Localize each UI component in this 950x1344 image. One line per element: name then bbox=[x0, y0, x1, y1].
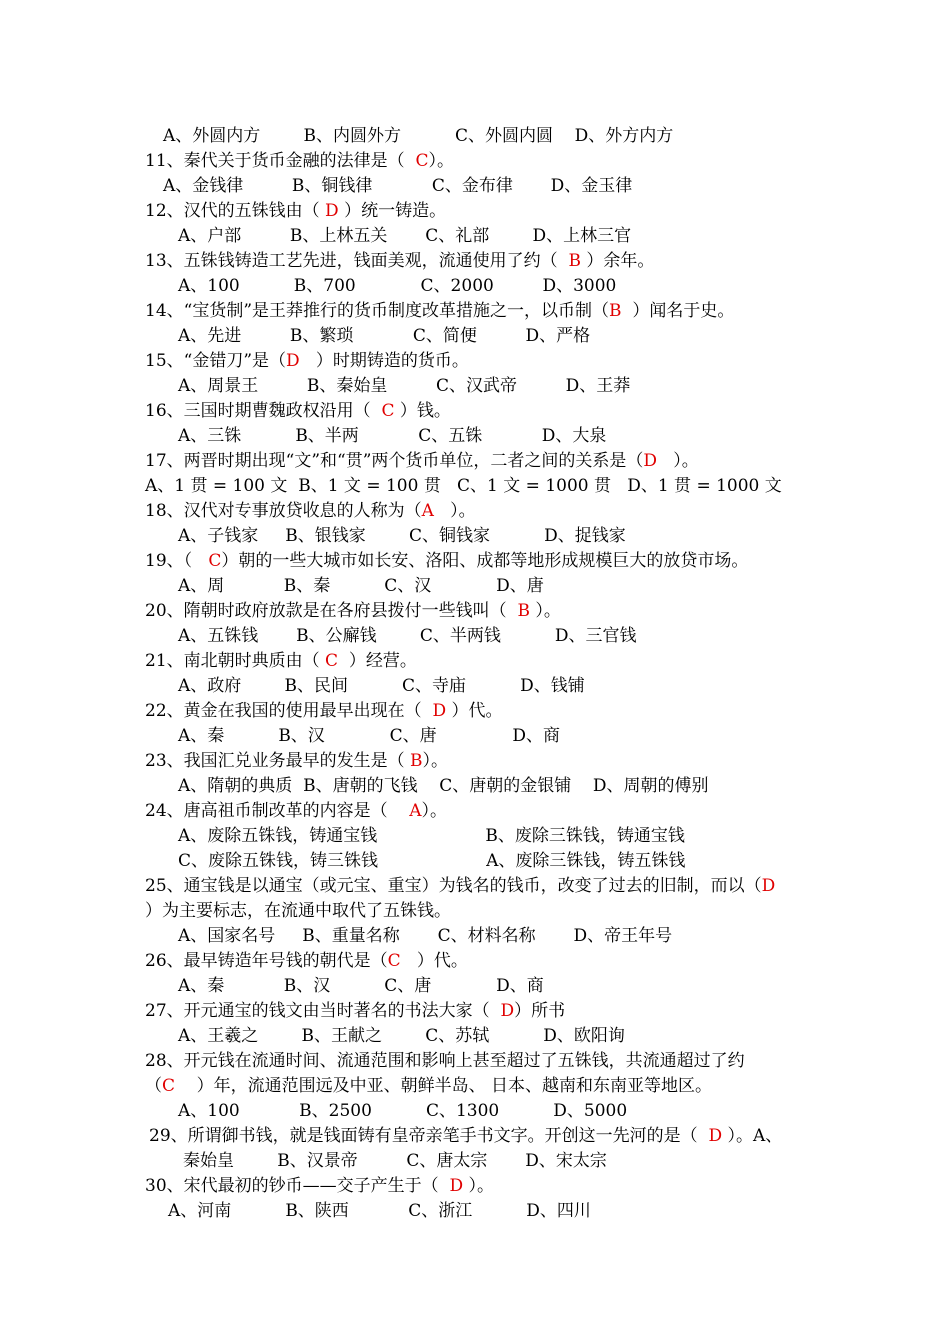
question-28-cont: （C ）年，流通范围远及中亚、朝鲜半岛、 日本、越南和东南亚等地区。 bbox=[145, 1076, 713, 1096]
question-23: 23、我国汇兑业务最早的发生是（ B）。 bbox=[145, 751, 449, 771]
question-27: 27、开元通宝的钱文由当时著名的书法大家（ D）所书 bbox=[145, 1001, 566, 1021]
question-16: 16、三国时期曹魏政权沿用（ C ）钱。 bbox=[145, 401, 451, 421]
options-line: A、1 贯 = 100 文 B、1 文 = 100 贯 C、1 文 = 1000 贯 D、1 贯 = 1000 文 bbox=[145, 476, 782, 496]
question-25-cont: ）为主要标志，在流通中取代了五铢钱。 bbox=[145, 901, 451, 921]
answer-mark: D bbox=[325, 201, 339, 221]
options-line: A、外圆内方 B、内圆外方 C、外圆内圆 D、外方内方 bbox=[163, 126, 674, 146]
options-line: C、废除五铢钱，铸三铢钱 A、废除三铢钱，铸五铢钱 bbox=[178, 851, 686, 871]
options-line: A、子钱家 B、银钱家 C、铜钱家 D、捉钱家 bbox=[178, 526, 626, 546]
answer-mark: D bbox=[500, 1001, 515, 1021]
answer-mark: C bbox=[162, 1076, 176, 1096]
answer-mark: C bbox=[415, 151, 429, 171]
question-28: 28、开元钱在流通时间、流通范围和影响上甚至超过了五铢钱，共流通超过了约 bbox=[145, 1051, 745, 1071]
question-30: 30、宋代最初的钞币——交子产生于（ D ）。 bbox=[145, 1176, 494, 1196]
options-line: A、三铢 B、半两 C、五铢 D、大泉 bbox=[178, 426, 607, 446]
options-line: A、秦 B、汉 C、唐 D、商 bbox=[178, 976, 544, 996]
answer-mark: B bbox=[410, 751, 423, 771]
options-line: A、100 B、700 C、2000 D、3000 bbox=[178, 276, 617, 296]
options-line: 秦始皇 B、汉景帝 C、唐太宗 D、宋太宗 bbox=[183, 1151, 607, 1171]
answer-mark: A bbox=[409, 801, 422, 821]
options-line: A、金钱律 B、铜钱律 C、金布律 D、金玉律 bbox=[163, 176, 633, 196]
question-25: 25、通宝钱是以通宝（或元宝、重宝）为钱名的钱币，改变了过去的旧制，而以（D bbox=[145, 876, 776, 896]
answer-mark: C bbox=[381, 401, 395, 421]
options-line: A、周景王 B、秦始皇 C、汉武帝 D、王莽 bbox=[178, 376, 631, 396]
options-line: A、河南 B、陕西 C、浙江 D、四川 bbox=[168, 1201, 591, 1221]
question-14: 14、“宝货制”是王莽推行的货币制度改革措施之一，以币制（B ）闻名于史。 bbox=[145, 301, 735, 321]
question-26: 26、最早铸造年号钱的朝代是（C ）代。 bbox=[145, 951, 468, 971]
question-15: 15、“金错刀”是（D ）时期铸造的货币。 bbox=[145, 351, 469, 371]
question-20: 20、隋朝时政府放款是在各府县拨付一些钱叫（ B ）。 bbox=[145, 601, 561, 621]
answer-mark: D bbox=[432, 701, 447, 721]
options-line: A、隋朝的典质 B、唐朝的飞钱 C、唐朝的金银铺 D、周朝的傅别 bbox=[178, 776, 709, 796]
answer-mark: B bbox=[517, 601, 530, 621]
question-13: 13、五铢钱铸造工艺先进，钱面美观，流通使用了约（ B ）余年。 bbox=[145, 251, 655, 271]
options-line: A、五铢钱 B、公廨钱 C、半两钱 D、三官钱 bbox=[178, 626, 637, 646]
question-18: 18、汉代对专事放贷收息的人称为（A ）。 bbox=[145, 501, 476, 521]
answer-mark: C bbox=[387, 951, 401, 971]
options-line: A、废除五铢钱，铸通宝钱 B、废除三铢钱，铸通宝钱 bbox=[178, 826, 685, 846]
question-12: 12、汉代的五铢钱由（ D ）统一铸造。 bbox=[145, 201, 447, 221]
options-line: A、秦 B、汉 C、唐 D、商 bbox=[178, 726, 560, 746]
answer-mark: D bbox=[449, 1176, 464, 1196]
question-22: 22、黄金在我国的使用最早出现在（ D ）代。 bbox=[145, 701, 503, 721]
answer-mark: D bbox=[708, 1126, 723, 1146]
answer-mark: D bbox=[286, 351, 300, 371]
answer-mark: C bbox=[208, 551, 222, 571]
options-line: A、100 B、2500 C、1300 D、5000 bbox=[178, 1101, 628, 1121]
options-line: A、先进 B、繁琐 C、简便 D、严格 bbox=[178, 326, 591, 346]
answer-mark: D bbox=[761, 876, 776, 896]
answer-mark: B bbox=[568, 251, 581, 271]
options-line: A、政府 B、民间 C、寺庙 D、钱铺 bbox=[178, 676, 585, 696]
options-line: A、户部 B、上林五关 C、礼部 D、上林三官 bbox=[178, 226, 632, 246]
question-29: 29、所谓御书钱，就是钱面铸有皇帝亲笔手书文字。开创这一先河的是（ D ）。A、 bbox=[149, 1126, 783, 1146]
options-line: A、周 B、秦 C、汉 D、唐 bbox=[178, 576, 544, 596]
question-19: 19、（ C）朝的一些大城市如长安、洛阳、成都等地形成规模巨大的放贷市场。 bbox=[145, 551, 749, 571]
options-line: A、国家名号 B、重量名称 C、材料名称 D、帝王年号 bbox=[178, 926, 673, 946]
answer-mark: A bbox=[421, 501, 434, 521]
question-24: 24、唐高祖币制改革的内容是（ A）。 bbox=[145, 801, 448, 821]
answer-mark: B bbox=[609, 301, 622, 321]
options-line: A、王羲之 B、王献之 C、苏轼 D、欧阳询 bbox=[178, 1026, 625, 1046]
question-21: 21、南北朝时典质由（ C ）经营。 bbox=[145, 651, 417, 671]
question-11: 11、秦代关于货币金融的法律是（ C）。 bbox=[145, 151, 454, 171]
answer-mark: D bbox=[643, 451, 658, 471]
question-17: 17、两晋时期出现“文”和“贯”两个货币单位，二者之间的关系是（D ）。 bbox=[145, 451, 699, 471]
answer-mark: C bbox=[325, 651, 339, 671]
